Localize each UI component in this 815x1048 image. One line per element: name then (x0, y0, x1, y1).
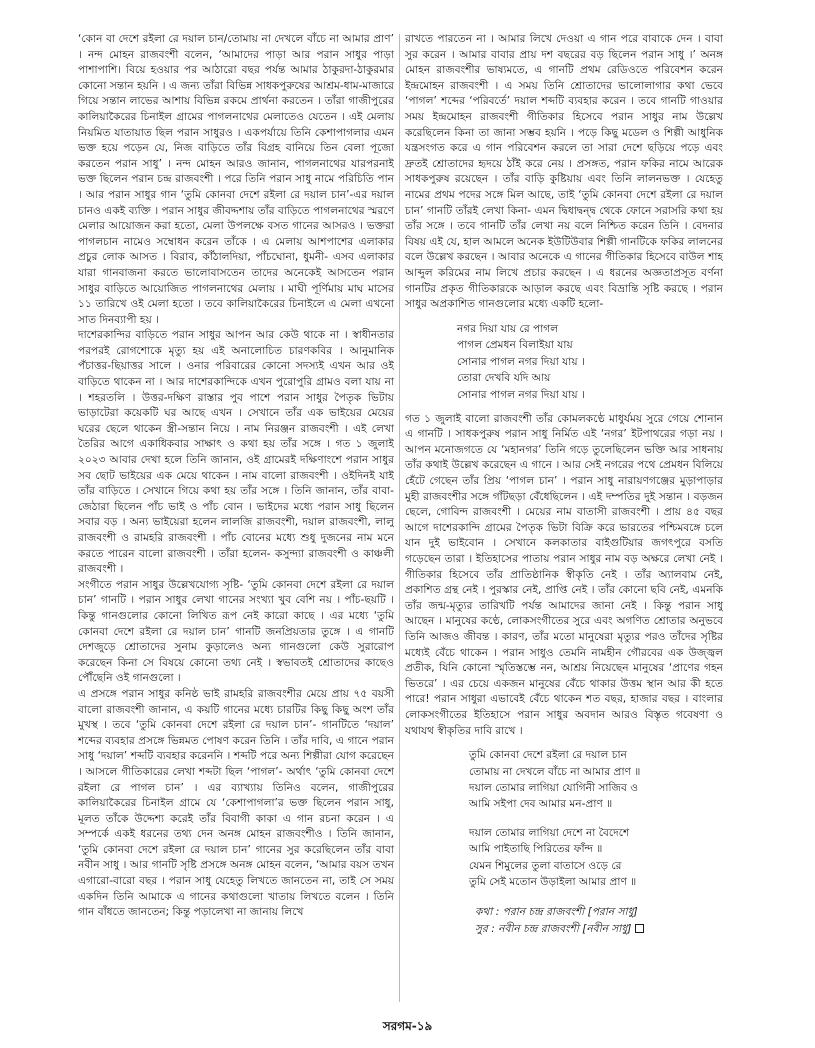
poem-line: নগর দিয়া যায় রে পাগল (457, 322, 559, 335)
song-stanza (469, 825, 723, 891)
page-footer: সরগম-১৯ (382, 1019, 433, 1033)
left-column (78, 32, 394, 1004)
poem-line: সোনার পাগল নগর দিয়া যায় । (457, 355, 585, 368)
article-paragraph: রাখতে পারতেন না । আমার লিখে দেওয়া এ গান পরে বাবাকে দেন । বাবা সুর করেন । আমার বাবার প্রায় দশ বছরের বড় ছিলেন পরান সাধু ।’ অনঙ্গ মোহন রাজবংশীর ভাষ্যমতে, এ গানটি প্রথম রেডিওতে পরিবেশন করেন ইন্দ্রমোহন রাজবংশী । এ সময় তিনি শ্রোতাদের ভালোলাগার কথা ভেবে ‘পাগল’ শব্দের ‘পরিবর্তে’ দয়াল শব্দটি ব্যবহার করেন । তবে গানটি গাওয়ার সময় ইন্দ্রমোহন রাজবংশী গীতিকার হিসেবে পরান সাধুর নাম উল্লেখ করেছিলেন কিনা তা জানা সম্ভব হয়নি । পড়ে কিছু মডেল ও শিল্পী আধুনিক যন্ত্রসংগত করে এ গান পরিবেশন করলে তা সারা দেশে ছড়িয়ে পড়ে এবং দ্রুতই শ্রোতাদের হৃদয়ে ঠাঁই করে নেয় । প্রসঙ্গত, পরান ফকির নামে আরেক সাধকপুরুষ রয়েছেন । তাঁর বাড়ি কুষ্টিয়ায় এবং তিনি লালনভক্ত । যেহেতু নামের প্রথম পদের সঙ্গে মিল আছে, তাই ‘তুমি কোনবা দেশে রইলা রে দয়াল চান’ গানটি তাঁরই লেখা কিনা- এমন দ্বিধাদ্বন্দ্ব থেকে ফোনে সরাসরি কথা হয় তাঁর সঙ্গে । তবে গানটি তাঁর লেখা নয় বলে নিশ্চিত করেন তিনি । বেদনার বিষয় এই যে, হাল আমলে অনেক ইউটিউবার শিল্পী গানটিকে ফকির লালনের বলে উল্লেখ করছেন । আবার অনেকে এ গানের গীতিকার হিসেবে বাউল শাহ আব্দুল করিমের নাম লিখে প্রচার করছেন । এ ধরনের অজ্ঞতাপ্রসূত বর্ণনা গানটির প্রকৃত গীতিকারকে আড়াল করছে এবং বিভ্রান্তি সৃষ্টি করছে । পরান সাধুর অপ্রকাশিত গানগুলোর মধ্যে একটি হলো- (405, 33, 723, 311)
song-line: তুমি সেই মতোন উড়াইলা আমার প্রাণ ॥ (469, 875, 637, 888)
right-column (405, 32, 723, 1004)
article-paragraph: ‘কোন বা দেশে রইলা রে দয়াল চান/তোমায় না দেখলে বাঁচে না আমার প্রাণ’ । নন্দ মোহন রাজবংশী বলেন, ‘আমাদের পাড়া আর পরান সাধুর পাড়া পাশাপাশি। বিয়ে হওয়ার পর আঠারো বছর পর্যন্ত আমার ঠাকুরদা-ঠাকুরমার কোনো সন্তান হয়নি । এ জন্য তাঁরা বিভিন্ন সাধকপুরুষের আশ্রম-ধাম-মাজারে গিয়ে সন্তান লাভের আশায় বিভিন্ন রকমে প্রার্থনা করতেন । তাঁরা গাজীপুরের কালিয়াকৈরের চিনাইল গ্রামের পাগলনাথের মেলাতেও যেতেন । এই মেলায় নিয়মিত যাতায়াত ছিল পরান সাধুরও । একপর্যায়ে তিনি কেশাপাগলার এমন ভক্ত হয়ে পড়েন যে, নিজ বাড়িতে তাঁর বিগ্রহ বানিয়ে তিন বেলা পূজো করতেন পরান সাধু’ । নন্দ মোহন আরও জানান, পাগলনাথের যারপরনাই ভক্ত ছিলেন পরান চন্দ্র রাজবংশী । পরে তিনি পরান সাধু নামে পরিচিতি পান । আর পরান সাধুর গান ‘তুমি কোনবা দেশে রইলা রে দয়াল চান’-এর দয়াল চানও একই ব্যক্তি । পরান সাধুর জীবদ্দশায় তাঁর বাড়িতে পাগলনাথের স্মরণে মেলার আয়োজন করা হতো, মেলা উপলক্ষে বসত গানের আসরও । ভক্তরা পাগলচান নামেও সম্বোধন করেন তাঁকে । এ মেলায় আশপাশের এলাকার প্রচুর লোক আসত । বিরাব, কাঁঠালদিয়া, পাঁচঘোনা, ধুমনী- এসব এলাকার যারা গানবাজনা করতে ভালোবাসতেন তাদের অনেকেই আসতেন পরান সাধুর বাড়িতে আয়োজিত পাগলনাথের মেলায় । মাঘী পূর্ণিমায় মাঘ মাসের ১১ তারিখে ওই মেলা হতো । তবে কালিয়াকৈরের চিনাইলে এ মেলা এখনো সাত দিনব্যাপী হয় । (78, 33, 394, 326)
song-credits (475, 904, 723, 937)
song-stanza (469, 747, 723, 813)
song-line: দয়াল তোমার লাগিয়া দেশে না বৈদেশে (469, 826, 630, 839)
song-line: যেমন শিমুলের তুলা বাতাসে ওড়ে রে (469, 859, 622, 872)
poem-line: পাগল প্রেমধন বিলাইয়া যায় (457, 339, 573, 352)
lyricist-credit: কথা : পরান চন্দ্র রাজবংশী [পরান সাধু] (475, 906, 638, 919)
song-line: তুমি কোনবা দেশে রইলা রে দয়াল চান (469, 749, 627, 762)
song-line: দয়াল তোমার লাগিয়া যোগিনী সাজিব ও (469, 781, 639, 794)
composer-credit-text: সুর : নবীন চন্দ্র রাজবংশী [নবীন সাধু] (475, 922, 632, 935)
song-lyrics (469, 747, 723, 890)
poem-line: তোরা দেখবি যদি আয় (457, 372, 551, 385)
song-line: আমি সইপা দেব আমার মন-প্রাণ ॥ (469, 798, 613, 811)
composer-credit (475, 921, 723, 938)
article-paragraph: দাশেরকান্দির বাড়িতে পরান সাধুর আপন আর কেউ থাকে না । স্বাধীনতার পরপরই রোগশোকে মৃত্যু হয় এই অনালোচিত চারণকবির । আনুমানিক পঁচাত্তর-ছিয়াত্তর সালে । ওনার পরিবারের কোনো সদস্যই এখন আর ওই বাড়িতে থাকেন না । আর দাশেরকান্দিকে এখন পুরোপুরি গ্রামও বলা যায় না । শহরতলি । উত্তর-দক্ষিণ রাস্তার পুব পাশে পরান সাধুর পৈতৃক ভিটায় ভাড়াটেরা কয়েকটি ঘর আছে এখন । সেখানে তাঁর এক ভাইয়ের মেয়ের ঘরের ছেলে থাকেন স্ত্রী-সন্তান নিয়ে । নাম নিরঞ্জন রাজবংশী । এই লেখা তৈরির আগে একাধিকবার সাক্ষাৎ ও কথা হয় তাঁর সঙ্গে । গত ১ জুলাই ২০২৩ আবার দেখা হলে তিনি জানান, ওই গ্রামেরই দক্ষিণাংশে পরান সাধুর সব ছোট ভাইয়ের এক মেয়ে থাকেন । নাম বালো রাজবংশী । ওইদিনই যাই তাঁর বাড়িতে । সেখানে গিয়ে কথা হয় তাঁর সঙ্গে । তিনি জানান, তাঁর বাবা-জেঠারা ছিলেন পাঁচ ভাই ও পাঁচ বোন । ভাইদের মধ্যে পরান সাধু ছিলেন সবার বড় । অন্য ভাইয়েরা হলেন লালজি রাজবংশী, দয়াল রাজবংশী, লালু রাজবংশী ও রামহরি রাজবংশী । পাঁচ বোনের মধ্যে শুধু দুজনের নাম মনে করতে পারেন বালো রাজবংশী । তাঁরা হলেন- কসুন্দ্যা রাজবংশী ও কাঞ্চলী রাজবংশী । (78, 329, 394, 576)
poem-line: সোনার পাগল নগর দিয়া যায় । (457, 389, 585, 402)
article-paragraph: সংগীতে পরান সাধুর উল্লেখযোগ্য সৃষ্টি- ‘তুমি কোনবা দেশে রইলা রে দয়াল চান’ গানটি । পরান সাধুর লেখা গানের সংখ্যা খুব বেশি নয় । পাঁচ-ছয়টি । কিন্তু গানগুলোর কোনো লিখিত রূপ নেই কারো কাছে । এর মধ্যে ‘তুমি কোনবা দেশে রইলা রে দয়াল চান’ গানটি জনপ্রিয়তার তুঙ্গে । এ গানটি দেশজুড়ে শ্রোতাদের সুনাম কুড়ালেও অন্য গানগুলো কেউ সুরারোপ করেছেন কিনা সে বিষয়ে কোনো তথ্য নেই । স্বভাবতই শ্রোতাদের কাছেও পৌঁছেনি ওই গানগুলো । (78, 578, 394, 685)
song-line: তোমায় না দেখলে বাঁচে না আমার প্রাণ ॥ (469, 765, 641, 778)
song-line: আমি পাইতাছি পিরিতের ফাঁন্দ ॥ (469, 843, 603, 856)
end-of-article-mark (635, 924, 644, 933)
poem-excerpt (457, 321, 723, 404)
article-paragraph: গত ১ জুলাই বালো রাজবংশী তাঁর কোমলকণ্ঠে মাধুর্যময় সুরে গেয়ে শোনান এ গানটি । সাধকপুরুষ পরান সাধু নির্মিত এই ‘নগর’ ইটপাথরের গড়া নয় । আপন মনোজগতে যে ‘মহানগর’ তিনি গড়ে তুলেছিলেন ভক্তি আর সাধনায় তাঁর কথাই উল্লেখ করেছেন এ গানে । আর সেই নগরের পথে প্রেমধন বিলিয়ে হেঁটে গেছেন তাঁর প্রিয় ‘পাগল চান’ । পরান সাধু নারায়ণগঞ্জের মুড়াপাড়ার মুহী রাজবংশীর সঙ্গে গাঁটছড়া বেঁধেছিলেন । এই দম্পতির দুই সন্তান । বড়জন ছেলে, গোবিন্দ রাজবংশী । মেয়ের নাম বাতাসী রাজবংশী । প্রায় ৪৫ বছর আগে দাশেরকান্দি গ্রামের পৈতৃক ভিটা বিক্রি করে ভারতের পশ্চিমবঙ্গে চলে যান দুই ভাইবোন । সেখানে কলকাতার বাইগুটিয়ার জগৎপুরে বসতি গড়েছেন তারা । ইতিহাসের পাতায় পরান সাধুর নাম বড় অক্ষরে লেখা নেই । গীতিকার হিসেবে তাঁর প্রাতিষ্ঠানিক স্বীকৃতি নেই । তাঁর অ্যালবাম নেই, প্রকাশিত গ্রন্থ নেই । পুরস্কার নেই, প্রাপ্তি নেই । তাঁর কোনো ছবি নেই, এমনকি তাঁর জন্ম-মৃত্যুর তারিখটি পর্যন্ত আমাদের জানা নেই । কিন্তু পরান সাধু আছেন । মানুষের কণ্ঠে, লোকসংগীতের সুরে এবং অগণিত শ্রোতার অনুভবে তিনি আজও জীবন্ত । কারণ, তাঁর মতো মানুষেরা মৃত্যুর পরও তাঁদের সৃষ্টির মধ্যেই বেঁচে থাকেন । পরান সাধুও তেমনি নামহীন গৌরবের এক উজ্জ্বল প্রতীক, যিনি কোনো স্মৃতিস্তম্ভে নন, আশ্রয় নিয়েছেন মানুষের ‘প্রাণের গহন ভিতরে’ । এর চেয়ে একজন মানুষের বেঁচে থাকার উত্তম স্থান আর কী হতে পারে! পরান সাধুরা এভাবেই বেঁচে থাকেন শত বছর, হাজার বছর । বাংলার লোকসংগীতের ইতিহাসে পরান সাধুর অবদান আরও বিস্তৃত গবেষণা ও যথাযথ স্বীকৃতির দাবি রাখে । (405, 412, 723, 737)
column-divider (399, 34, 400, 1002)
article-paragraph: এ প্রসঙ্গে পরান সাধুর কনিষ্ঠ ভাই রামহরি রাজবংশীর মেয়ে প্রায় ৭৫ বয়সী বালো রাজবংশী জানান, এ কয়টি গানের মধ্যে চারটির কিছু কিছু অংশ তাঁর মুখস্থ । তবে ‘তুমি কোনবা দেশে রইলা রে দয়াল চান’- গানটিতে ‘দয়াল’ শব্দের ব্যবহার প্রসঙ্গে ভিন্নমত পোষণ করেন তিনি । তাঁর দাবি, এ গানে পরান সাধু ‘দয়াল’ শব্দটি ব্যবহার করেননি । শব্দটি পরে অন্য শিল্পীরা যোগ করেছেন । আসলে গীতিকারের লেখা শব্দটা ছিল ‘পাগল’- অর্থাৎ ‘তুমি কোনবা দেশে রইলা রে পাগল চান’ । এর ব্যাখ্যায় তিনিও বলেন, গাজীপুরের কালিয়াকৈরের চিনাইল গ্রামে যে ‘কেশাপাগলা’র ভক্ত ছিলেন পরান সাধু, মূলত তাঁকে উদ্দেশ্য করেই তাঁর বিবাগী কাকা এ গান রচনা করেন । এ সম্পর্কে একই ধরনের তথ্য দেন অনঙ্গ মোহন রাজবংশীও । তিনি জানান, ‘তুমি কোনবা দেশে রইলা রে দয়াল চান’ গানের সুর করেছিলেন তাঁর বাবা নবীন সাধু । আর গানটি সৃষ্টি প্রসঙ্গে অনঙ্গ মোহন বলেন, ‘আমার বয়স তখন এগারো-বারো বছর । পরান সাধু যেহেতু লিখতে জানতেন না, তাই সে সময় একদিন তিনি আমাকে এ গানের কথাগুলো খাতায় লিখতে বলেন । তিনি গান বাঁধতে জানতেন; কিন্তু পড়ালেখা না জানায় লিখে (78, 687, 394, 919)
